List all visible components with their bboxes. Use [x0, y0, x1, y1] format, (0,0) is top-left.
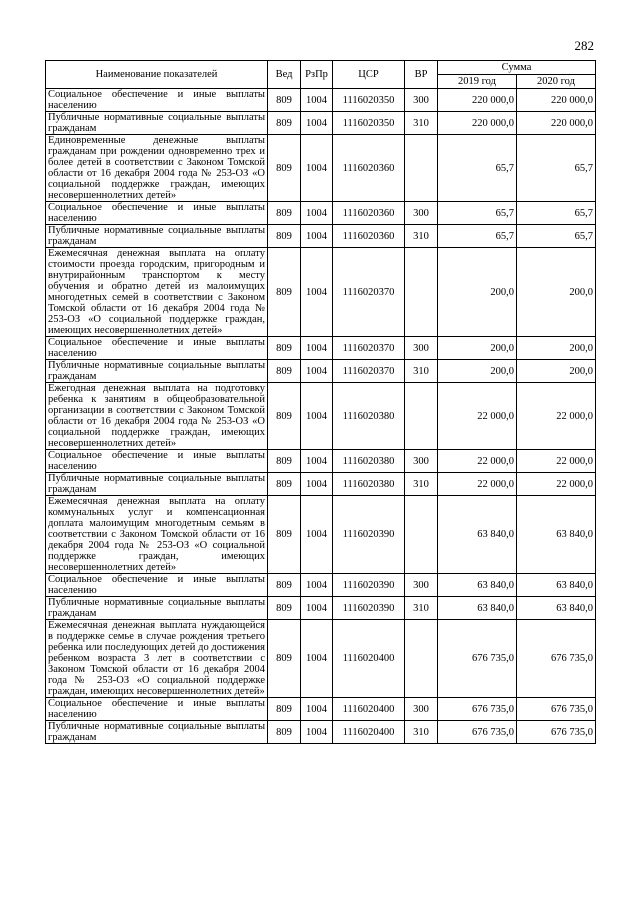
- cell-name: Ежегодная денежная выплата на подготовку ребенка к занятиям в общеобразовательной организации в соответствии с Законом Томской области от 16 декабря 2004 года № 253-ОЗ «О социальной поддержке граждан, имеющих несовершеннолетних детей»: [46, 383, 268, 450]
- table-row: [46, 473, 596, 496]
- cell-ved: 809: [268, 225, 301, 248]
- cell-name: Социальное обеспечение и иные выплаты населению: [46, 89, 268, 112]
- column-header-2019: 2019 год: [438, 75, 517, 89]
- cell-ved: 809: [268, 337, 301, 360]
- table-row: [46, 89, 596, 112]
- cell-sum-2020: 22 000,0: [517, 383, 596, 450]
- table-row: [46, 574, 596, 597]
- cell-ved: 809: [268, 473, 301, 496]
- cell-csr: 1116020360: [333, 135, 405, 202]
- column-header-csr: ЦСР: [333, 61, 405, 89]
- cell-csr: 1116020370: [333, 248, 405, 337]
- cell-rzpr: 1004: [301, 574, 333, 597]
- cell-name: Публичные нормативные социальные выплаты гражданам: [46, 721, 268, 744]
- cell-ved: 809: [268, 112, 301, 135]
- cell-ved: 809: [268, 698, 301, 721]
- table-row: [46, 496, 596, 574]
- cell-vr: 300: [405, 698, 438, 721]
- cell-rzpr: 1004: [301, 202, 333, 225]
- cell-sum-2020: 200,0: [517, 337, 596, 360]
- cell-sum-2019: 22 000,0: [438, 473, 517, 496]
- cell-rzpr: 1004: [301, 248, 333, 337]
- cell-name: Ежемесячная денежная выплата на оплату стоимости проезда городским, пригородным и внутрирайонным транспортом к месту обучения и обратно детей из малоимущих многодетных семей в соответствии с Законом Томской области от 16 декабря 2004 года № 253-ОЗ «О социальной поддержке граждан, имеющих несовершеннолетних детей»: [46, 248, 268, 337]
- cell-vr: 300: [405, 202, 438, 225]
- cell-sum-2020: 22 000,0: [517, 473, 596, 496]
- column-header-sum: Сумма: [438, 61, 596, 75]
- table-row: [46, 112, 596, 135]
- cell-csr: 1116020380: [333, 473, 405, 496]
- cell-sum-2019: 676 735,0: [438, 721, 517, 744]
- column-header-ved: Вед: [268, 61, 301, 89]
- cell-ved: 809: [268, 360, 301, 383]
- cell-rzpr: 1004: [301, 225, 333, 248]
- cell-sum-2019: 200,0: [438, 337, 517, 360]
- cell-vr: 310: [405, 473, 438, 496]
- cell-csr: 1116020390: [333, 574, 405, 597]
- cell-csr: 1116020350: [333, 112, 405, 135]
- cell-sum-2019: 220 000,0: [438, 89, 517, 112]
- cell-ved: 809: [268, 135, 301, 202]
- cell-rzpr: 1004: [301, 360, 333, 383]
- cell-csr: 1116020370: [333, 337, 405, 360]
- cell-name: Публичные нормативные социальные выплаты гражданам: [46, 225, 268, 248]
- cell-csr: 1116020380: [333, 383, 405, 450]
- cell-ved: 809: [268, 574, 301, 597]
- cell-csr: 1116020390: [333, 597, 405, 620]
- cell-sum-2019: 676 735,0: [438, 698, 517, 721]
- cell-vr: 300: [405, 574, 438, 597]
- column-header-name: Наименование показателей: [46, 61, 268, 89]
- cell-rzpr: 1004: [301, 337, 333, 360]
- cell-sum-2019: 65,7: [438, 225, 517, 248]
- cell-rzpr: 1004: [301, 473, 333, 496]
- cell-ved: 809: [268, 202, 301, 225]
- cell-rzpr: 1004: [301, 135, 333, 202]
- cell-sum-2019: 63 840,0: [438, 574, 517, 597]
- cell-rzpr: 1004: [301, 721, 333, 744]
- table-row: [46, 383, 596, 450]
- cell-vr: [405, 135, 438, 202]
- cell-vr: [405, 383, 438, 450]
- cell-sum-2020: 676 735,0: [517, 620, 596, 698]
- cell-sum-2019: 22 000,0: [438, 383, 517, 450]
- cell-name: Публичные нормативные социальные выплаты гражданам: [46, 473, 268, 496]
- cell-vr: 310: [405, 360, 438, 383]
- cell-sum-2020: 200,0: [517, 360, 596, 383]
- cell-ved: 809: [268, 597, 301, 620]
- cell-rzpr: 1004: [301, 597, 333, 620]
- table-row: [46, 135, 596, 202]
- cell-sum-2020: 676 735,0: [517, 698, 596, 721]
- table-row: [46, 360, 596, 383]
- cell-rzpr: 1004: [301, 450, 333, 473]
- column-header-rzpr: РзПр: [301, 61, 333, 89]
- cell-sum-2019: 220 000,0: [438, 112, 517, 135]
- cell-sum-2020: 200,0: [517, 248, 596, 337]
- cell-vr: 310: [405, 597, 438, 620]
- cell-vr: 300: [405, 450, 438, 473]
- table-header: [46, 61, 596, 89]
- cell-vr: 310: [405, 112, 438, 135]
- cell-sum-2020: 63 840,0: [517, 597, 596, 620]
- cell-name: Социальное обеспечение и иные выплаты населению: [46, 337, 268, 360]
- column-header-vr: ВР: [405, 61, 438, 89]
- cell-vr: [405, 248, 438, 337]
- cell-csr: 1116020370: [333, 360, 405, 383]
- cell-name: Социальное обеспечение и иные выплаты населению: [46, 698, 268, 721]
- cell-sum-2019: 200,0: [438, 360, 517, 383]
- cell-name: Публичные нормативные социальные выплаты гражданам: [46, 597, 268, 620]
- cell-rzpr: 1004: [301, 698, 333, 721]
- cell-sum-2020: 65,7: [517, 225, 596, 248]
- table-row: [46, 597, 596, 620]
- cell-rzpr: 1004: [301, 89, 333, 112]
- cell-name: Социальное обеспечение и иные выплаты населению: [46, 202, 268, 225]
- cell-sum-2020: 65,7: [517, 135, 596, 202]
- cell-vr: 300: [405, 89, 438, 112]
- cell-sum-2019: 65,7: [438, 135, 517, 202]
- cell-sum-2019: 200,0: [438, 248, 517, 337]
- cell-sum-2020: 220 000,0: [517, 112, 596, 135]
- cell-name: Социальное обеспечение и иные выплаты населению: [46, 450, 268, 473]
- cell-ved: 809: [268, 496, 301, 574]
- cell-vr: [405, 620, 438, 698]
- cell-name: Социальное обеспечение и иные выплаты населению: [46, 574, 268, 597]
- cell-ved: 809: [268, 721, 301, 744]
- table-body: [46, 89, 596, 744]
- page-number: 282: [574, 38, 594, 53]
- cell-rzpr: 1004: [301, 496, 333, 574]
- table-row: [46, 248, 596, 337]
- cell-name: Публичные нормативные социальные выплаты гражданам: [46, 360, 268, 383]
- cell-rzpr: 1004: [301, 383, 333, 450]
- cell-name: Ежемесячная денежная выплата нуждающейся в поддержке семье в случае рождения третьего ребенка или последующих детей до достижения ребенком возраста 3 лет в соответствии с Законом Томской области от 16 декабря 2004 года № 253-ОЗ «О социальной поддержке граждан, имеющих несовершеннолетних детей»: [46, 620, 268, 698]
- cell-ved: 809: [268, 450, 301, 473]
- cell-csr: 1116020350: [333, 89, 405, 112]
- table-row: [46, 450, 596, 473]
- cell-vr: [405, 496, 438, 574]
- cell-sum-2020: 676 735,0: [517, 721, 596, 744]
- cell-rzpr: 1004: [301, 112, 333, 135]
- table-row: [46, 698, 596, 721]
- cell-csr: 1116020400: [333, 721, 405, 744]
- budget-table: [45, 60, 596, 744]
- table-row: [46, 620, 596, 698]
- cell-sum-2020: 63 840,0: [517, 496, 596, 574]
- cell-rzpr: 1004: [301, 620, 333, 698]
- cell-ved: 809: [268, 383, 301, 450]
- cell-vr: 300: [405, 337, 438, 360]
- cell-csr: 1116020390: [333, 496, 405, 574]
- cell-name: Ежемесячная денежная выплата на оплату коммунальных услуг и компенсационная доплата малоимущим многодетным семьям в соответствии с Законом Томской области от 16 декабря 2004 года № 253-ОЗ «О социальной поддержке граждан, имеющих несовершеннолетних детей»: [46, 496, 268, 574]
- table-row: [46, 225, 596, 248]
- cell-name: Публичные нормативные социальные выплаты гражданам: [46, 112, 268, 135]
- table-row: [46, 721, 596, 744]
- column-header-2020: 2020 год: [517, 75, 596, 89]
- cell-csr: 1116020360: [333, 202, 405, 225]
- cell-csr: 1116020400: [333, 698, 405, 721]
- cell-sum-2020: 65,7: [517, 202, 596, 225]
- cell-csr: 1116020400: [333, 620, 405, 698]
- cell-vr: 310: [405, 721, 438, 744]
- table-row: [46, 337, 596, 360]
- cell-csr: 1116020380: [333, 450, 405, 473]
- cell-vr: 310: [405, 225, 438, 248]
- table-row: [46, 202, 596, 225]
- cell-csr: 1116020360: [333, 225, 405, 248]
- cell-sum-2020: 220 000,0: [517, 89, 596, 112]
- cell-sum-2019: 22 000,0: [438, 450, 517, 473]
- cell-name: Единовременные денежные выплаты гражданам при рождении одновременно трех и более детей в соответствии с Законом Томской области от 16 декабря 2004 года № 253-ОЗ «О социальной поддержке граждан, имеющих несовершеннолетних детей»: [46, 135, 268, 202]
- cell-sum-2019: 676 735,0: [438, 620, 517, 698]
- cell-ved: 809: [268, 620, 301, 698]
- cell-ved: 809: [268, 248, 301, 337]
- cell-ved: 809: [268, 89, 301, 112]
- cell-sum-2020: 22 000,0: [517, 450, 596, 473]
- cell-sum-2019: 63 840,0: [438, 597, 517, 620]
- cell-sum-2020: 63 840,0: [517, 574, 596, 597]
- cell-sum-2019: 63 840,0: [438, 496, 517, 574]
- cell-sum-2019: 65,7: [438, 202, 517, 225]
